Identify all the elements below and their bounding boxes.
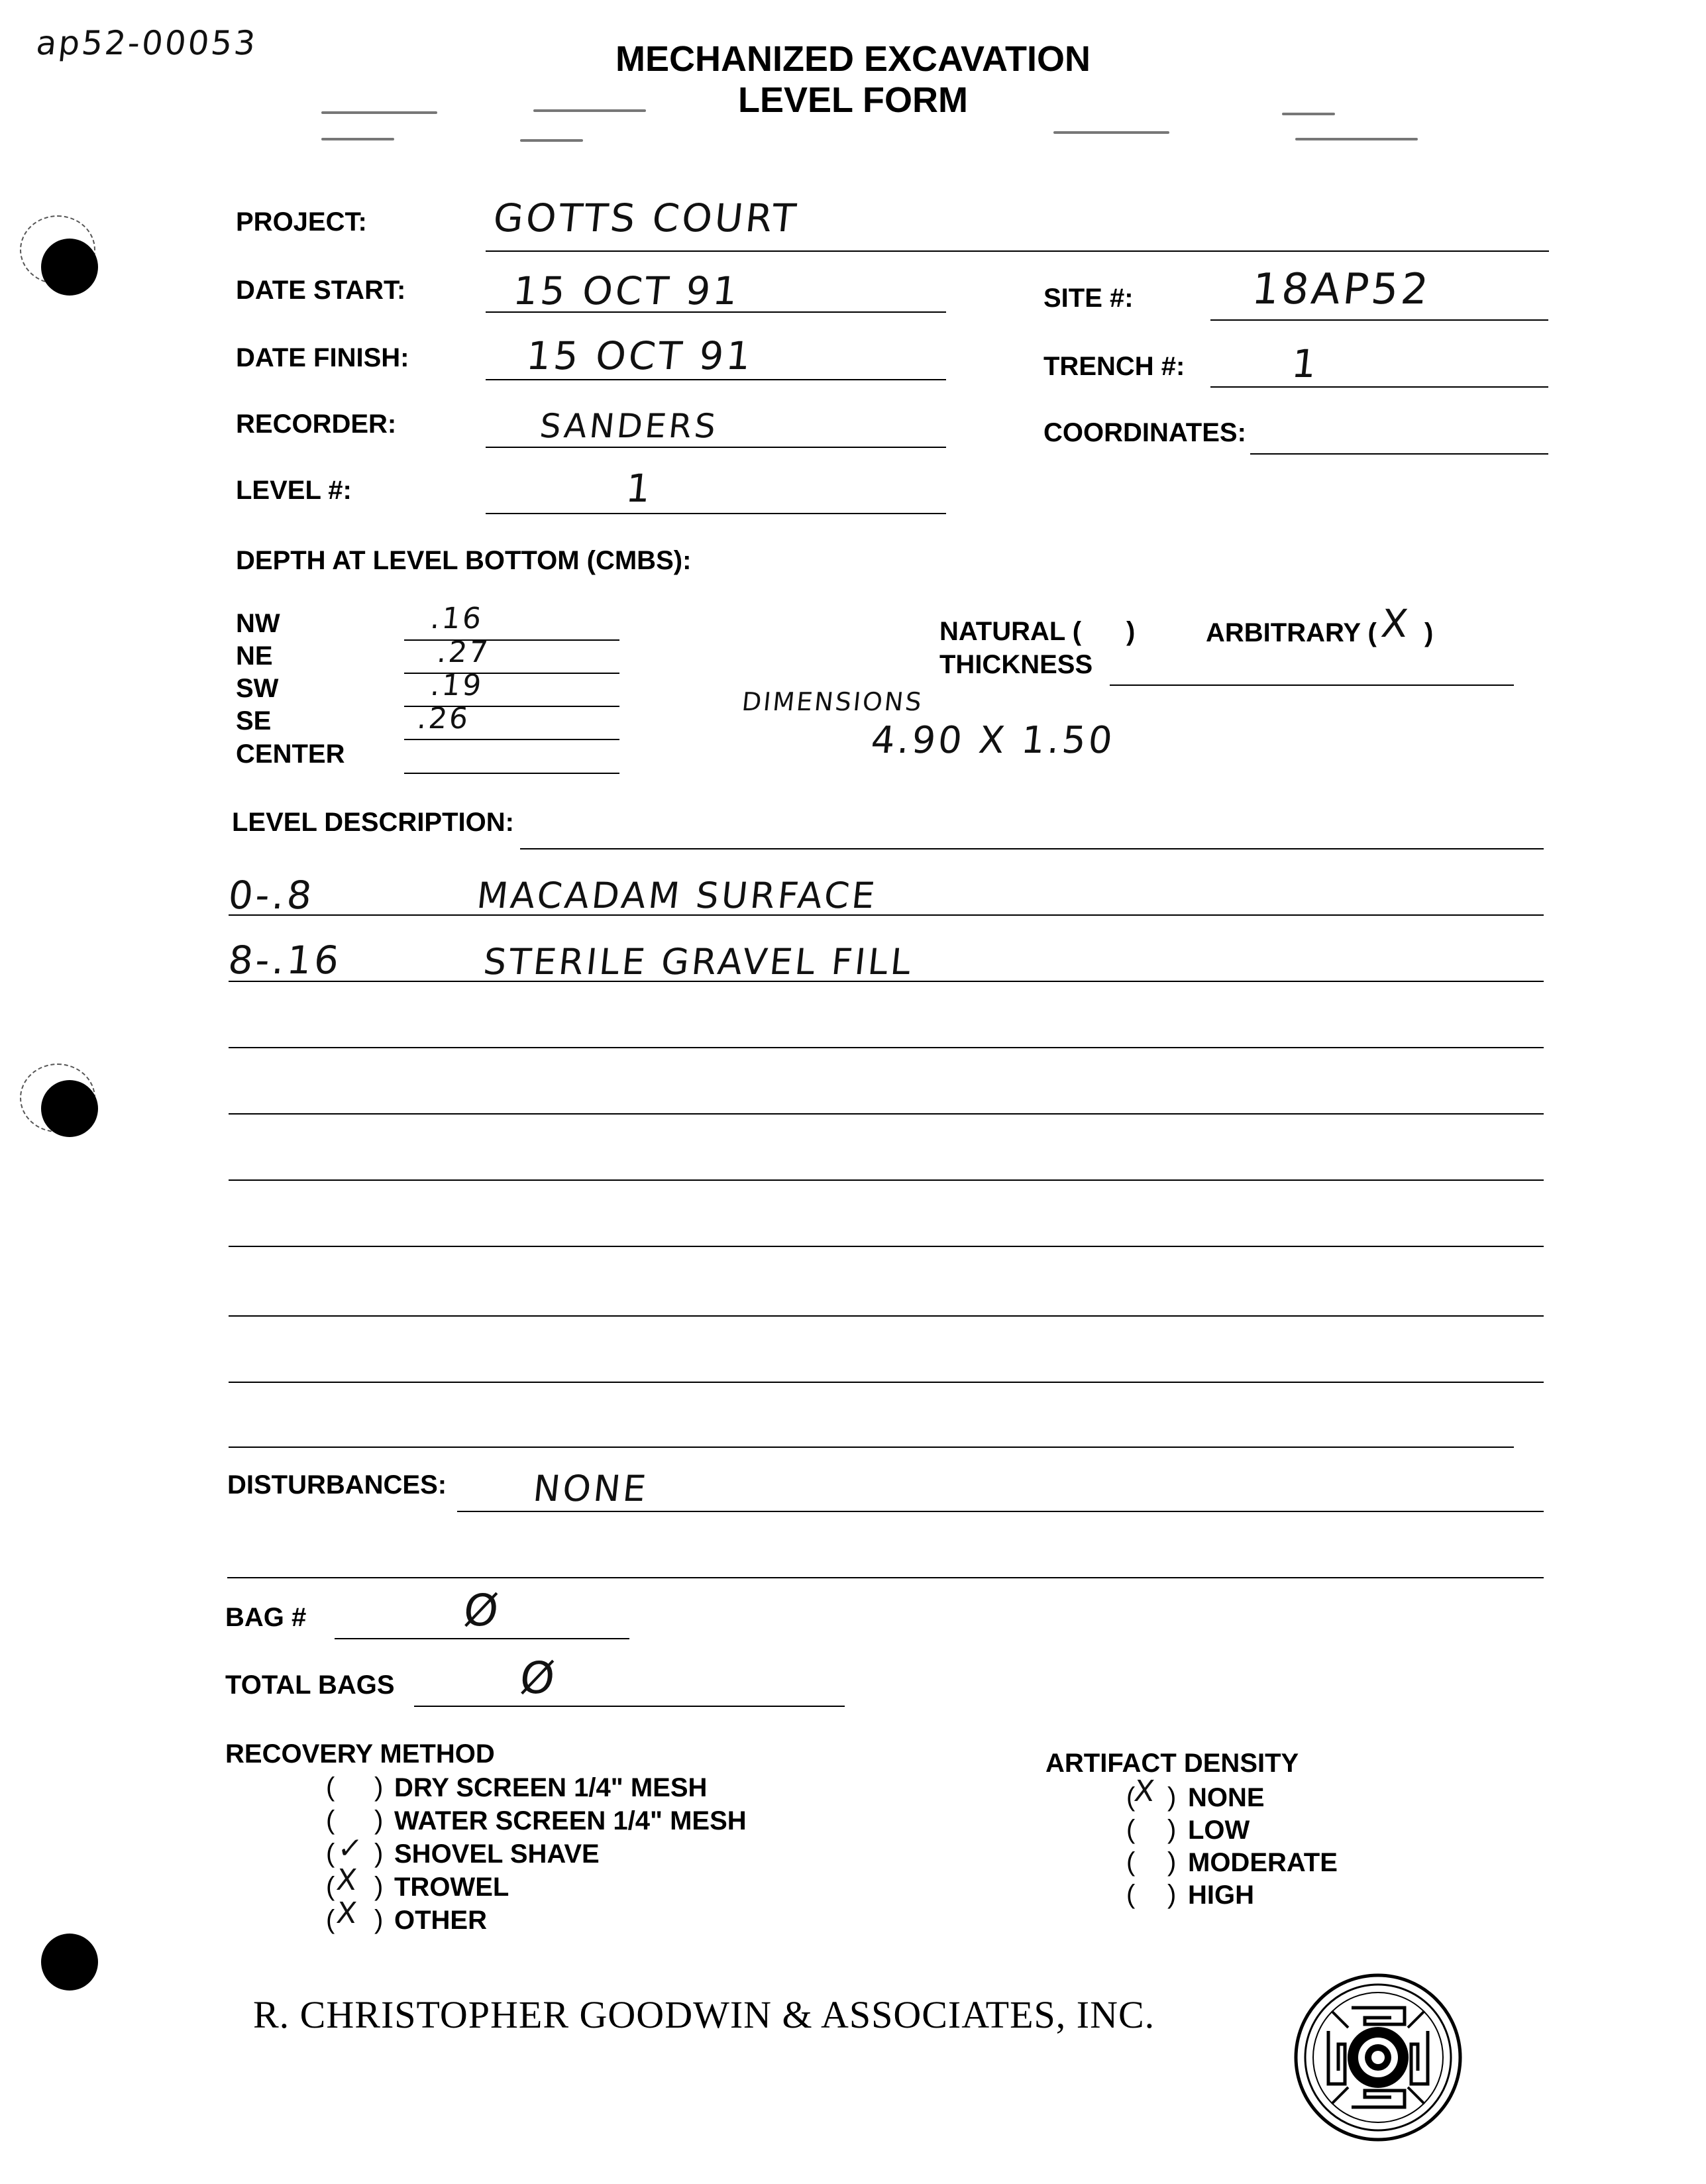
density-low-close: ) [1167, 1815, 1177, 1844]
disturbances-label: DISTURBANCES: [227, 1470, 447, 1500]
description-line-1-range: 0-.8 [226, 873, 317, 918]
date-finish-value[interactable]: 15 OCT 91 [524, 333, 756, 378]
date-finish-line [486, 379, 946, 380]
trench-value[interactable]: 1 [1289, 341, 1322, 386]
trench-label: TRENCH #: [1043, 352, 1185, 381]
description-rule [229, 1447, 1514, 1448]
recorder-line [486, 447, 946, 448]
recorder-label: RECORDER: [236, 410, 397, 439]
density-moderate-open: ( [1126, 1847, 1136, 1877]
thickness-label: THICKNESS [939, 650, 1093, 679]
total-bags-label: TOTAL BAGS [225, 1670, 395, 1700]
coordinates-label: COORDINATES: [1043, 418, 1246, 447]
recovery-water-close: ) [374, 1806, 384, 1835]
scan-noise [1053, 131, 1169, 134]
disturbances-line [457, 1511, 1544, 1512]
density-none-close: ) [1167, 1782, 1177, 1812]
disturbances-value[interactable]: NONE [531, 1468, 651, 1509]
level-line [486, 513, 946, 514]
density-low: LOW [1188, 1816, 1250, 1845]
date-start-value[interactable]: 15 OCT 91 [511, 268, 743, 313]
depth-se-value[interactable]: .26 [415, 702, 472, 736]
scan-noise [1295, 138, 1418, 140]
recovery-trowel: TROWEL [394, 1873, 509, 1902]
recovery-other-close: ) [374, 1905, 384, 1934]
recovery-dry-close: ) [374, 1773, 384, 1802]
form-subtitle: LEVEL FORM [737, 80, 969, 120]
density-none-mark[interactable]: X [1132, 1774, 1158, 1808]
punch-hole [41, 1080, 98, 1137]
natural-close[interactable]: ) [1126, 617, 1136, 646]
recovery-shovel-open: ( [326, 1839, 335, 1868]
density-moderate-close: ) [1167, 1847, 1177, 1877]
bag-line [335, 1638, 629, 1639]
company-name: R. CHRISTOPHER GOODWIN & ASSOCIATES, INC. [253, 1993, 1155, 2036]
natural-label: NATURAL ( [939, 617, 1082, 646]
description-line-2-range: 8-.16 [226, 938, 344, 983]
document-id: ap52-00053 [34, 24, 260, 62]
recorder-value[interactable]: SANDERS [537, 407, 720, 445]
date-finish-label: DATE FINISH: [236, 343, 409, 372]
recovery-shovel-shave: SHOVEL SHAVE [394, 1839, 600, 1869]
density-low-open: ( [1126, 1815, 1136, 1844]
total-bags-line [414, 1706, 845, 1707]
date-start-label: DATE START: [236, 276, 406, 305]
description-rule [229, 1246, 1544, 1247]
level-description-label: LEVEL DESCRIPTION: [232, 808, 514, 837]
thickness-line [1110, 684, 1514, 686]
depth-ne-value[interactable]: .27 [435, 635, 492, 669]
dimensions-value[interactable]: 4.90 X 1.50 [869, 719, 1117, 762]
punch-hole [41, 239, 98, 296]
artifact-density-heading: ARTIFACT DENSITY [1045, 1749, 1299, 1778]
trench-line [1210, 386, 1548, 388]
depth-center-label: CENTER [236, 739, 345, 769]
form-title: MECHANIZED EXCAVATION [615, 39, 1091, 79]
depth-sw-label: SW [236, 674, 279, 703]
dimensions-label: DIMENSIONS [740, 687, 925, 716]
scan-noise [520, 139, 583, 142]
arbitrary-label: ARBITRARY ( [1206, 618, 1377, 647]
project-label: PROJECT: [236, 207, 367, 237]
recovery-shovel-mark[interactable]: ✓ [336, 1831, 366, 1865]
depth-nw-label: NW [236, 609, 280, 638]
description-rule [229, 1113, 1544, 1115]
description-rule [229, 1179, 1544, 1181]
recovery-water-open: ( [326, 1806, 335, 1835]
arbitrary-checkmark[interactable]: X [1379, 601, 1413, 646]
arbitrary-close: ) [1424, 618, 1434, 647]
recovery-dry-screen: DRY SCREEN 1/4" MESH [394, 1773, 708, 1802]
description-rule [229, 1047, 1544, 1048]
density-high: HIGH [1188, 1881, 1254, 1910]
depth-se-label: SE [236, 706, 272, 736]
density-none: NONE [1188, 1783, 1265, 1812]
description-rule [229, 1382, 1544, 1383]
bag-label: BAG # [225, 1603, 307, 1632]
density-high-close: ) [1167, 1880, 1177, 1909]
disturbances-line-2 [227, 1577, 1544, 1578]
recovery-shovel-close: ) [374, 1839, 384, 1868]
level-value[interactable]: 1 [623, 466, 656, 511]
bag-value[interactable]: Ø [461, 1585, 504, 1636]
recovery-other: OTHER [394, 1906, 487, 1935]
scan-noise [321, 138, 394, 140]
level-label: LEVEL #: [236, 476, 352, 505]
density-high-open: ( [1126, 1880, 1136, 1909]
site-label: SITE #: [1043, 284, 1134, 313]
recovery-other-mark[interactable]: X [335, 1896, 360, 1930]
recovery-trowel-mark[interactable]: X [335, 1863, 360, 1897]
description-rule [229, 1315, 1544, 1317]
description-rule [229, 914, 1544, 916]
site-line [1210, 319, 1548, 321]
recovery-dry-open: ( [326, 1773, 335, 1802]
description-rule [229, 981, 1544, 982]
date-start-line [486, 311, 946, 313]
site-value[interactable]: 18AP52 [1250, 265, 1434, 314]
density-none-open: ( [1126, 1782, 1136, 1812]
recovery-trowel-close: ) [374, 1872, 384, 1901]
density-moderate: MODERATE [1188, 1848, 1338, 1877]
project-line [486, 250, 1549, 252]
level-description-line [520, 848, 1544, 849]
punch-hole [41, 1934, 98, 1991]
total-bags-value[interactable]: Ø [517, 1653, 560, 1704]
recovery-trowel-open: ( [326, 1872, 335, 1901]
description-line-2-text[interactable]: STERILE GRAVEL FILL [481, 941, 916, 983]
depth-sw-value[interactable]: .19 [429, 669, 485, 702]
recovery-other-open: ( [326, 1905, 335, 1934]
depth-nw-line [404, 639, 619, 641]
recovery-method-heading: RECOVERY METHOD [225, 1739, 495, 1769]
depth-se-line [404, 739, 619, 740]
project-value[interactable]: GOTTS COURT [491, 195, 801, 241]
recovery-water-screen: WATER SCREEN 1/4" MESH [394, 1806, 747, 1835]
depth-nw-value[interactable]: .16 [429, 602, 485, 635]
company-logo-icon [1292, 1971, 1464, 2144]
depth-heading: DEPTH AT LEVEL BOTTOM (CMBS): [236, 546, 692, 575]
description-line-1-text[interactable]: MACADAM SURFACE [474, 875, 880, 916]
coordinates-line [1250, 453, 1548, 455]
depth-ne-label: NE [236, 641, 273, 671]
depth-center-line [404, 773, 619, 774]
